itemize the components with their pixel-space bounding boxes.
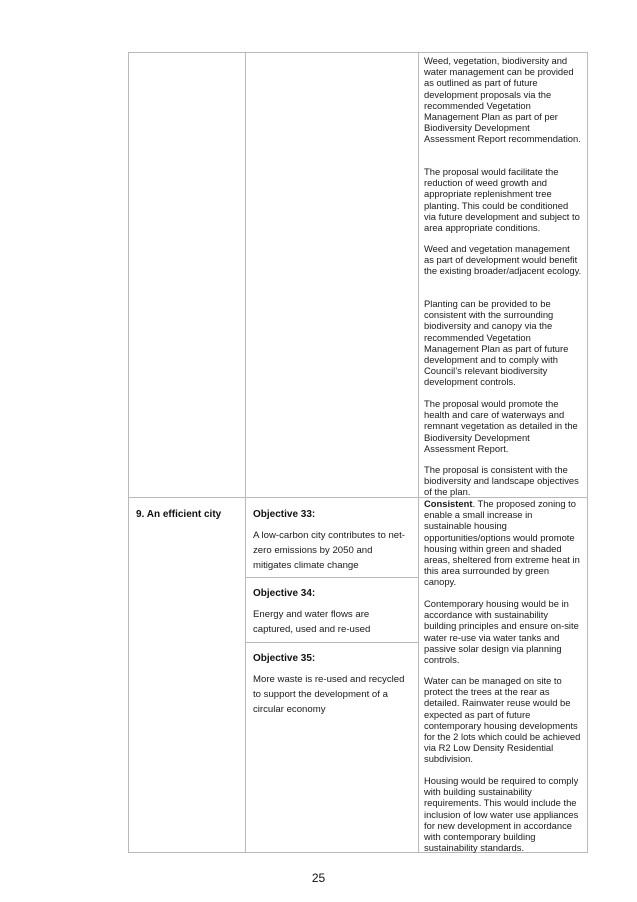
- table-divider-col2: [418, 52, 419, 853]
- efficient-paragraph-3: Housing would be required to comply with building sustainability requirements. This would include the inclusion of low water use appliances for new development in accordance with contemporary building sustainability standards.: [424, 775, 579, 854]
- continuation-paragraph-2: The proposal would facilitate the reduction of weed growth and appropriate replenishment tree planting. This could be conditioned via future development and subject to area appropriate conditions.: [424, 166, 580, 234]
- table-divider-col1: [245, 52, 246, 853]
- consistency-text: . The proposed zoning to enable a small increase in sustainable housing opportunities/options would promote housing within green and shaded areas, sheltered from extreme heat in this area surrounded by green canopy.: [424, 498, 580, 588]
- table-border-left: [128, 52, 129, 853]
- consistency-status: Consistent: [424, 498, 473, 509]
- efficient-paragraph-2: Water can be managed on site to protect the trees at the rear as detailed. Rainwater reuse would be expected as part of future contemporary housing developments for the 2 lots which could be achieved via R2 Low Density Residential subdivision.: [424, 675, 581, 765]
- continuation-paragraph-5: The proposal would promote the health and care of waterways and remnant vegetation as detailed in the Biodiversity Development Assessment Report.: [424, 398, 578, 454]
- continuation-paragraph-6: The proposal is consistent with the biodiversity and landscape objectives of the plan.: [424, 464, 579, 498]
- section-label: 9. An efficient city: [136, 509, 222, 520]
- efficient-paragraph-1: Contemporary housing would be in accordance with sustainability building principles and ensure on-site water re-use via water tanks and passive solar design via planning controls.: [424, 598, 579, 666]
- continuation-paragraph-3: Weed and vegetation management as part of development would benefit the existing broader/adjacent ecology.: [424, 243, 582, 277]
- objective-divider-1: [245, 577, 419, 578]
- table-border-right: [587, 52, 588, 853]
- objective-34-text: Energy and water flows are captured, used and re-used: [253, 609, 371, 636]
- consistency-paragraph: [424, 498, 582, 588]
- objective-divider-2: [245, 642, 419, 643]
- table-border-top: [128, 52, 588, 53]
- page-number: 25: [311, 871, 326, 885]
- continuation-paragraph-4: Planting can be provided to be consistent with the surrounding biodiversity and canopy via the recommended Vegetation Management Plan as part of future development and to comply with Council’s relevant biodiversity development controls.: [424, 298, 569, 388]
- objective-33-text: A low-carbon city contributes to net-zero emissions by 2050 and mitigates climate change: [253, 530, 405, 572]
- objective-35-text: More waste is re-used and recycled to support the development of a circular economy: [253, 674, 405, 716]
- objective-35-title: Objective 35:: [253, 653, 316, 664]
- objective-33-title: Objective 33:: [253, 509, 316, 520]
- continuation-paragraph-1: Weed, vegetation, biodiversity and water management can be provided as outlined as part of future development proposals via the recommended Vegetation Management Plan as part of per Biodiversity Development Assessment Report recommendation.: [424, 55, 581, 145]
- objective-34-title: Objective 34:: [253, 588, 316, 599]
